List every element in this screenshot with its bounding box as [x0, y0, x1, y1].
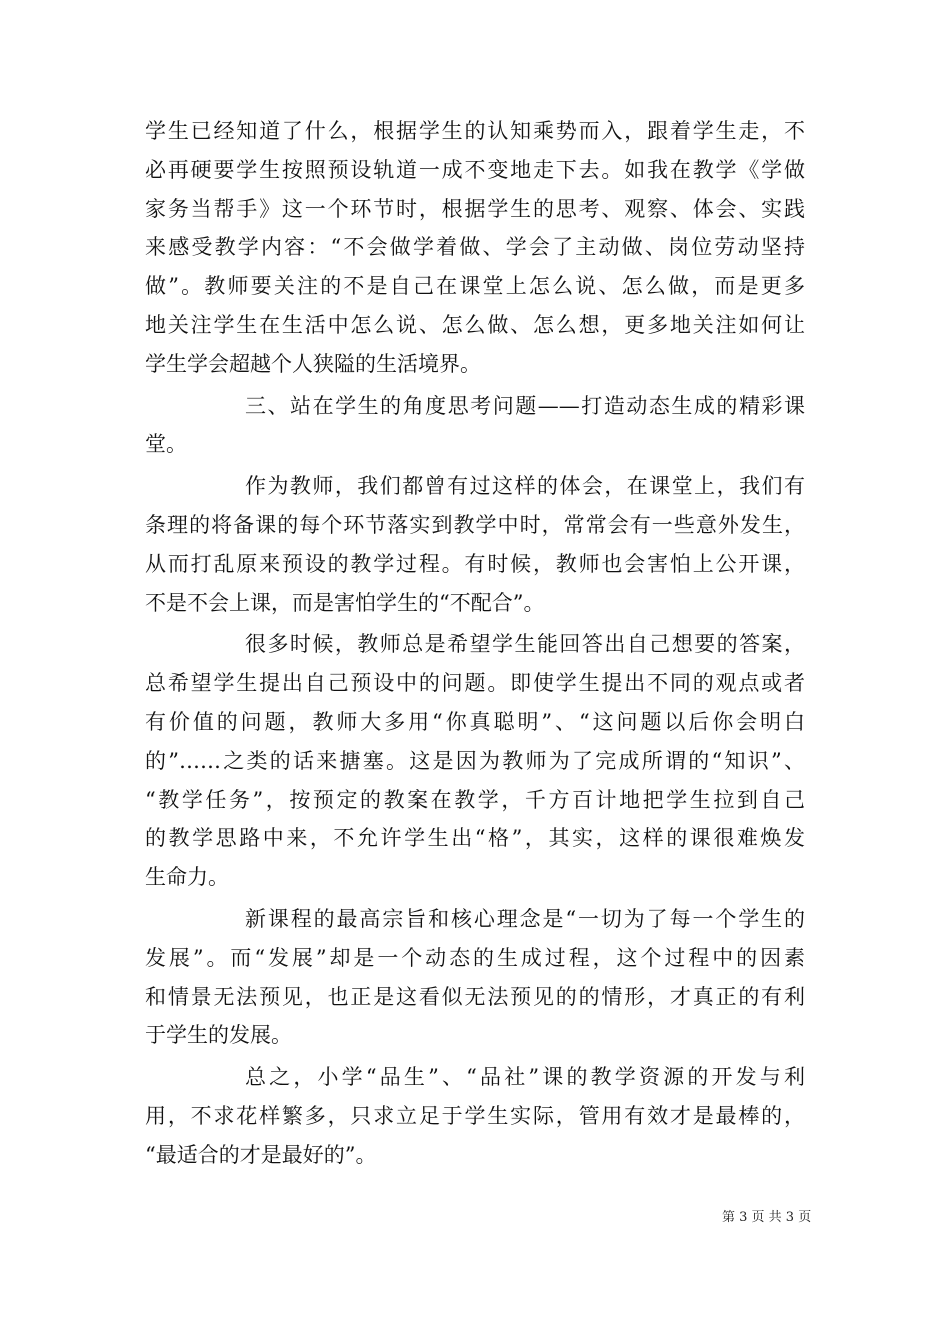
- text-line: 不是不会上课，而是害怕学生的“不配合”。: [145, 590, 545, 615]
- text-line: 和情景无法预见，也正是这看似无法预见的的情形，才真正的有利: [145, 984, 805, 1009]
- text-line: 总希望学生提出自己预设中的问题。即使学生提出不同的观点或者: [145, 671, 805, 696]
- text-line: 的教学思路中来，不允许学生出“格”，其实，这样的课很难焕发: [145, 826, 805, 851]
- text-line: 于学生的发展。: [145, 1023, 292, 1048]
- text-line: 必再硬要学生按照预设轨道一成不变地走下去。如我在教学《学做: [145, 157, 805, 182]
- paragraph: [145, 625, 805, 897]
- text-line: 的”……之类的话来搪塞。这是因为教师为了完成所谓的“知识”、: [145, 748, 805, 773]
- text-line: 地关注学生在生活中怎么说、怎么做、怎么想，更多地关注如何让: [145, 312, 805, 337]
- text-line: “最适合的才是最好的”。: [145, 1142, 377, 1167]
- text-line: 做”。教师要关注的不是自己在课堂上怎么说、怎么做，而是更多: [145, 274, 805, 299]
- paragraph: [145, 112, 805, 384]
- paragraph: [145, 1058, 805, 1174]
- document-body: [145, 112, 805, 1175]
- text-line: 从而打乱原来预设的教学过程。有时候，教师也会害怕上公开课，: [145, 551, 805, 576]
- text-line: 家务当帮手》这一个环节时，根据学生的思考、观察、体会、实践: [145, 196, 805, 221]
- text-line: 堂。: [145, 432, 187, 457]
- text-line: 用，不求花样繁多，只求立足于学生实际，管用有效才是最棒的，: [145, 1103, 805, 1128]
- text-line: 发展”。而“发展”却是一个动态的生成过程，这个过程中的因素: [145, 945, 805, 970]
- text-line: 来感受教学内容：“不会做学着做、学会了主动做、岗位劳动坚持: [145, 235, 805, 260]
- section-heading: [145, 387, 805, 465]
- text-line: 很多时候，教师总是希望学生能回答出自己想要的答案，: [245, 632, 805, 657]
- text-line: 总之，小学“品生”、“品社”课的教学资源的开发与利: [245, 1065, 805, 1090]
- page-number: 第 3 页 共 3 页: [722, 1210, 812, 1225]
- text-line: 作为教师，我们都曾有过这样的体会，在课堂上，我们有: [245, 474, 805, 499]
- text-line: 三、站在学生的角度思考问题——打造动态生成的精彩课: [245, 393, 805, 418]
- text-line: 学生已经知道了什么，根据学生的认知乘势而入，跟着学生走，不: [145, 119, 805, 143]
- text-line: 生命力。: [145, 865, 229, 890]
- paragraph: [145, 467, 805, 622]
- text-line: 有价值的问题，教师大多用“你真聪明”、“这问题以后你会明白: [145, 709, 805, 734]
- text-line: 新课程的最高宗旨和核心理念是“一切为了每一个学生的: [245, 906, 805, 931]
- text-line: 条理的将备课的每个环节落实到教学中时，常常会有一些意外发生，: [145, 512, 805, 537]
- text-line: “教学任务”，按预定的教案在教学，千方百计地把学生拉到自己: [145, 787, 805, 812]
- text-line: 学生学会超越个人狭隘的生活境界。: [145, 351, 481, 376]
- paragraph: [145, 900, 805, 1055]
